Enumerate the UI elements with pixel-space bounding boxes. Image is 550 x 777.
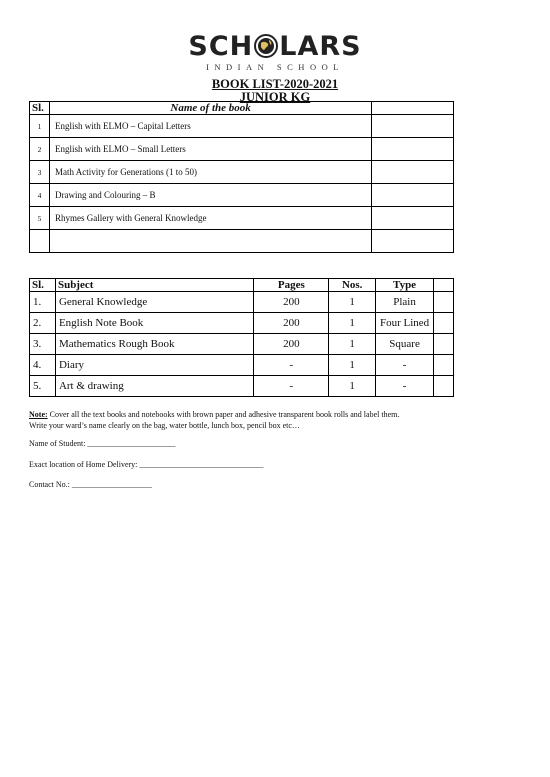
book-sl [30,230,50,253]
row-subject: Art & drawing [55,376,253,397]
row-pages: - [254,355,329,376]
row-type: Plain [376,292,434,313]
book-sl: 4 [30,184,50,207]
row-nos: 1 [329,355,376,376]
row-pages: 200 [254,292,329,313]
table-row [30,230,454,253]
row-extra [434,355,454,376]
row-sl: 2. [30,313,56,334]
globe-icon [254,34,278,58]
table-row [30,184,454,207]
book-name [49,230,371,253]
table-row [30,292,454,313]
book-table [29,101,454,253]
book-name: English with ELMO – Capital Letters [49,115,371,138]
note-label: Note: [29,410,48,419]
row-type: Square [376,334,434,355]
book-name: Math Activity for Generations (1 to 50) [49,161,371,184]
row-extra [434,292,454,313]
book-name: Drawing and Colouring – B [49,184,371,207]
header-sl: Sl. [30,102,50,115]
table-row [30,376,454,397]
note-line-1 [29,409,399,420]
row-sl: 5. [30,376,56,397]
delivery-location-field: Exact location of Home Delivery: _______________________________ [29,460,264,469]
row-pages: 200 [254,313,329,334]
row-subject: Mathematics Rough Book [55,334,253,355]
book-extra [372,230,454,253]
logo-subtitle: INDIAN SCHOOL [206,62,344,72]
row-nos: 1 [329,313,376,334]
book-extra [372,138,454,161]
header-pages: Pages [254,279,329,292]
header-type: Type [376,279,434,292]
header-sl: Sl. [30,279,56,292]
row-pages: 200 [254,334,329,355]
row-subject: General Knowledge [55,292,253,313]
book-name: English with ELMO – Small Letters [49,138,371,161]
notebook-table-header [30,279,454,292]
book-extra [372,115,454,138]
row-sl: 4. [30,355,56,376]
header-empty [372,102,454,115]
table-row [30,334,454,355]
book-name: Rhymes Gallery with General Knowledge [49,207,371,230]
header-empty [434,279,454,292]
contact-number-field: Contact No.: ____________________ [29,480,152,489]
book-extra [372,161,454,184]
book-sl: 1 [30,115,50,138]
row-nos: 1 [329,334,376,355]
notebook-table [29,278,454,397]
table-row [30,207,454,230]
header-subject: Subject [55,279,253,292]
header-nos: Nos. [329,279,376,292]
row-nos: 1 [329,292,376,313]
row-type: - [376,376,434,397]
book-sl: 3 [30,161,50,184]
row-extra [434,313,454,334]
row-nos: 1 [329,376,376,397]
school-logo [0,33,550,72]
table-row [30,161,454,184]
book-sl: 5 [30,207,50,230]
book-extra [372,184,454,207]
page-title: BOOK LIST-2020-2021 [211,77,339,91]
note-block [29,409,399,431]
table-row [30,138,454,161]
row-sl: 3. [30,334,56,355]
note-line-2: Write your ward’s name clearly on the bag, water bottle, lunch box, pencil box etc… [29,421,300,430]
book-extra [372,207,454,230]
row-sl: 1. [30,292,56,313]
table-row [30,115,454,138]
table-row [30,313,454,334]
row-subject: Diary [55,355,253,376]
row-type: Four Lined [376,313,434,334]
book-sl: 2 [30,138,50,161]
row-type: - [376,355,434,376]
row-extra [434,376,454,397]
row-extra [434,334,454,355]
row-pages: - [254,376,329,397]
student-name-field: Name of Student: ______________________ [29,439,176,448]
row-subject: English Note Book [55,313,253,334]
class-title: JUNIOR KG [239,90,311,104]
logo-wordmark: SCH LARS [188,31,362,62]
header-book-name: Name of the book [49,102,371,115]
table-row [30,355,454,376]
book-table-header [30,102,454,115]
note-text-1: Cover all the text books and notebooks with brown paper and adhesive transparent book rolls and label them. [47,410,400,419]
